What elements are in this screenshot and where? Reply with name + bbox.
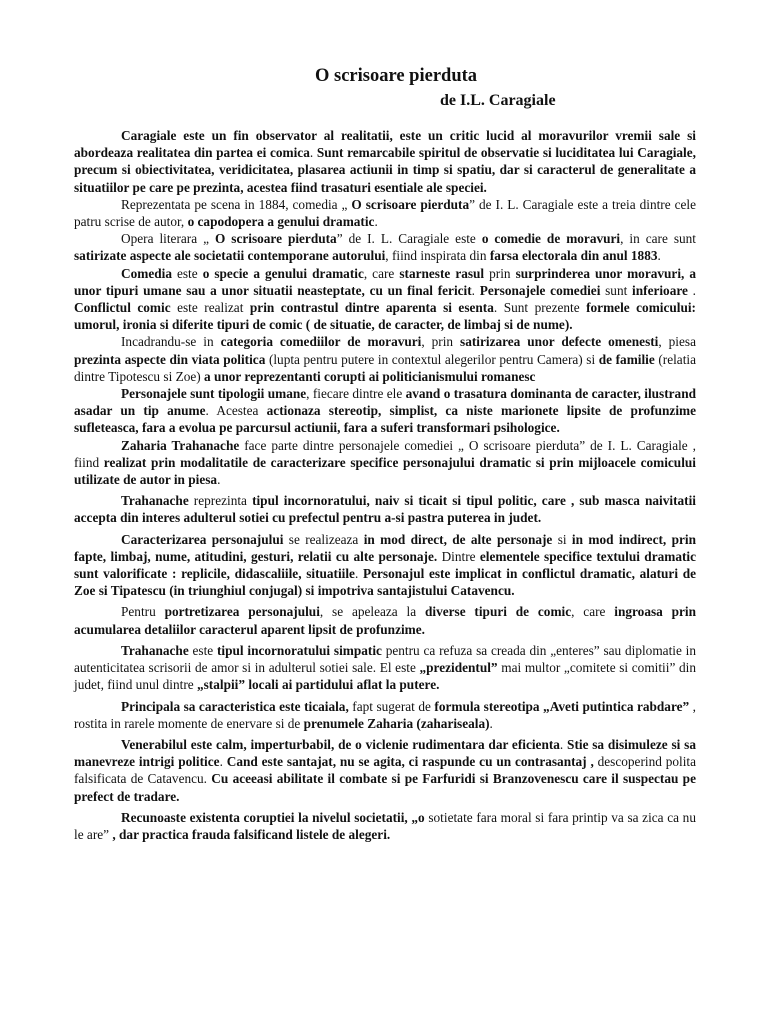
text-run: , in care sunt — [620, 231, 696, 247]
text-run: Pentru — [121, 604, 165, 620]
bold-text: „stalpii” locali ai partidului aflat la putere. — [196, 677, 440, 693]
bold-text: formele comicului: umorul, ironia si diferite tipuri de comic ( de situatie, de caracter, de limbaj si de nume). — [74, 300, 696, 333]
text-run: , se apeleaza la — [319, 604, 425, 620]
text-run: . — [657, 248, 661, 264]
bold-text: Trahanache — [121, 493, 189, 509]
text-run: fapt sugerat de — [348, 698, 435, 714]
bold-text: Cand este santajat, nu se agita, ci raspunde cu un contrasantaj , — [226, 754, 594, 770]
bold-text: inferioare — [632, 282, 688, 298]
bold-text: Comedia — [121, 265, 172, 281]
bold-text: farsa electorala din anul 1883 — [489, 248, 658, 264]
text-run: este realizat — [170, 300, 250, 316]
text-run: , care — [363, 265, 400, 281]
text-run: , care — [571, 604, 615, 620]
bold-text: O scrisoare pierduta — [351, 196, 470, 212]
bold-text: Caracterizarea personajului — [121, 531, 284, 547]
text-run: este — [188, 642, 217, 658]
bold-text: Personajul este implicat in conflictul dramatic, alaturi de Zoe si Tipatescu (in triunghiul conjugal) si impotriva santajistului Catavencu. — [74, 566, 696, 599]
bold-text: o specie a genului dramatic — [202, 265, 364, 281]
text-run: sotietate fara moral si fara printip va sa zica ca nu le are” — [74, 809, 696, 842]
bold-text: Principala sa caracteristica este ticaiala, — [121, 698, 349, 714]
bold-text: in mod indirect, prin fapte, limbaj, nume, atitudini, gesturi, relatii cu alte personaje. — [74, 531, 696, 564]
text-run: Reprezentata pe scena in 1884, comedia „ — [121, 196, 352, 212]
text-run: Incadrandu-se in — [121, 334, 221, 350]
bold-text: satirizate aspecte ale societatii contemporane autorului — [74, 248, 386, 264]
bold-text: avand o trasatura dominanta de caracter, ilustrand asadar un tip anume — [74, 386, 696, 419]
document-body — [74, 127, 696, 843]
bold-text: surprinderea unor moravuri, a unor tipuri umane sau a unor situatii neasteptate, cu un final fericit — [74, 265, 697, 298]
text-run: descoperind polita falsificata de Catavencu. — [74, 754, 697, 787]
bold-text: formula stereotipa „Aveti putintica rabdare” — [434, 698, 690, 714]
text-run: , prin — [421, 334, 461, 350]
text-run: mai multor „comitete si comitii” din judet, fiind unul dintre — [74, 660, 696, 693]
bold-text: starneste rasul — [399, 265, 485, 281]
text-run: , fiind inspirata din — [385, 248, 490, 264]
bold-text: elementele specifice textului dramatic sunt valorificate : replicile, didascaliile, situatiile — [74, 548, 696, 582]
text-run: (lupta pentru putere in contextul alegerilor pentru Camera) si — [265, 351, 599, 367]
text-run: face parte dintre personajele comediei „ O scrisoare pierduta” de I. L. Caragiale , fiind — [74, 437, 696, 470]
bold-text: prin contrastul dintre aparenta si esenta — [249, 300, 494, 316]
text-run: se realizeaza — [283, 531, 364, 547]
bold-text: categoria comediilor de moravuri — [220, 334, 422, 350]
paragraph — [74, 265, 696, 334]
text-run: . — [219, 754, 227, 770]
text-run: . — [309, 145, 317, 161]
text-run: ” de I. L. Caragiale este a treia dintre cele patru scrise de autor, — [74, 196, 696, 230]
paragraph — [74, 736, 696, 805]
paragraph — [74, 492, 696, 526]
bold-text: O scrisoare pierduta — [214, 231, 337, 247]
bold-text: ingroasa prin acumularea detaliilor caracterul aparent lipsit de profunzime. — [74, 604, 697, 637]
text-run: . — [687, 282, 696, 298]
bold-text: tipul incornoratului simpatic — [216, 642, 382, 658]
text-run: . — [217, 472, 221, 488]
bold-text: realizat prin modalitatile de caracterizare specifice personajului dramatic si prin mijloacele comicului utilizate de autor in piesa — [74, 454, 696, 488]
text-run: prin — [484, 265, 516, 281]
text-run: . — [471, 282, 480, 298]
bold-text: Personajele comediei — [479, 282, 601, 298]
bold-text: „prezidentul” — [419, 660, 498, 676]
text-run: . — [354, 566, 363, 582]
paragraph — [74, 642, 696, 694]
bold-text: prenumele Zaharia (zahariseala) — [303, 715, 490, 731]
bold-text: satirizarea unor defecte omenesti — [460, 334, 659, 350]
bold-text: o capodopera a genului dramatic — [187, 214, 375, 230]
bold-text: o comedie de moravuri — [481, 231, 621, 247]
bold-text: actionaza stereotip, simplist, ca niste marionete lipsite de profunzime sufleteasca, fara a evolua pe parcursul actiunii, fara a suferi transformari psihologice. — [74, 403, 697, 436]
text-run: . Acestea — [205, 403, 267, 419]
bold-text: Personajele sunt tipologii umane — [121, 386, 307, 402]
paragraph — [74, 333, 696, 385]
text-run: Opera literara „ — [121, 231, 215, 247]
bold-text: Cu aceeasi abilitate il combate si pe Farfuridi si Branzovenescu care il suspectau pe prefect de tradare. — [74, 771, 696, 804]
text-run: sunt — [600, 282, 633, 298]
paragraph — [74, 531, 696, 600]
text-run: ” de I. L. Caragiale este — [336, 231, 482, 247]
bold-text: Venerabilul este calm, imperturbabil, de o viclenie rudimentara dar eficienta — [121, 736, 560, 752]
paragraph — [74, 230, 696, 264]
text-run: . — [374, 214, 378, 230]
text-run: , fiecare dintre ele — [306, 386, 406, 402]
bold-text: de familie — [598, 351, 655, 367]
bold-text: in mod direct, de alte personaje — [363, 531, 553, 547]
text-run: pentru ca refuza sa creada din „enteres” sau diplomatie in autenticitatea scrisorii de amor si in adulterul sotiei sale. El este — [74, 642, 696, 676]
paragraph — [74, 698, 696, 732]
paragraph — [74, 196, 696, 230]
bold-text: Conflictul comic — [74, 300, 171, 316]
text-run: . — [489, 715, 493, 731]
text-run: , piesa — [658, 334, 696, 350]
bold-text: prezinta aspecte din viata politica — [74, 351, 266, 367]
bold-text: Trahanache — [121, 642, 189, 658]
bold-text: Zaharia Trahanache — [121, 437, 240, 453]
paragraph — [74, 127, 696, 196]
bold-text: Caragiale este un fin observator al realitatii, este un critic lucid al moravurilor vremii sale si abordeaza realitatea din partea ei comica — [74, 128, 696, 161]
text-run: si — [552, 531, 572, 547]
paragraph — [74, 437, 696, 489]
paragraph — [74, 809, 696, 843]
bold-text: , dar practica frauda falsificand listele de alegeri. — [112, 826, 391, 842]
text-run: . — [559, 736, 568, 752]
bold-text: Stie sa disimuleze si sa manevreze intrigi politice — [74, 736, 696, 770]
bold-text: a unor reprezentanti corupti ai politicianismului romanesc — [204, 368, 536, 384]
bold-text: diverse tipuri de comic — [424, 604, 572, 620]
text-run: reprezinta — [188, 493, 253, 509]
document-author: de I.L. Caragiale — [440, 92, 556, 109]
text-run: , rostita in rarele momente de enervare si de — [74, 698, 696, 731]
bold-text: tipul incornoratului, naiv si ticait si tipul politic, care , sub masca naivitatii accepta din interes adulterul sotiei cu prefectul pentru a-si pastra puterea in judet. — [74, 493, 696, 526]
text-run: . Sunt prezente — [493, 300, 587, 316]
paragraph — [74, 385, 696, 437]
text-run: (relatia dintre Tipotescu si Zoe) — [74, 351, 696, 384]
bold-text: Recunoaste existenta coruptiei la nivelul societatii, „o — [121, 809, 425, 825]
paragraph — [74, 603, 696, 637]
bold-text: Sunt remarcabile spiritul de observatie si luciditatea lui Caragiale, precum si obiectivitatea, veridicitatea, plasarea actiunii in timp si spatiu, dar si caracterul de generalitate a situatiilor pe care pe prezinta, acestea fiind trasaturi esentiale ale speciei. — [74, 145, 696, 195]
document-title: O scrisoare pierduta — [314, 66, 478, 86]
bold-text: portretizarea personajului — [164, 604, 320, 620]
text-run: este — [171, 265, 203, 281]
text-run: Dintre — [437, 548, 480, 564]
